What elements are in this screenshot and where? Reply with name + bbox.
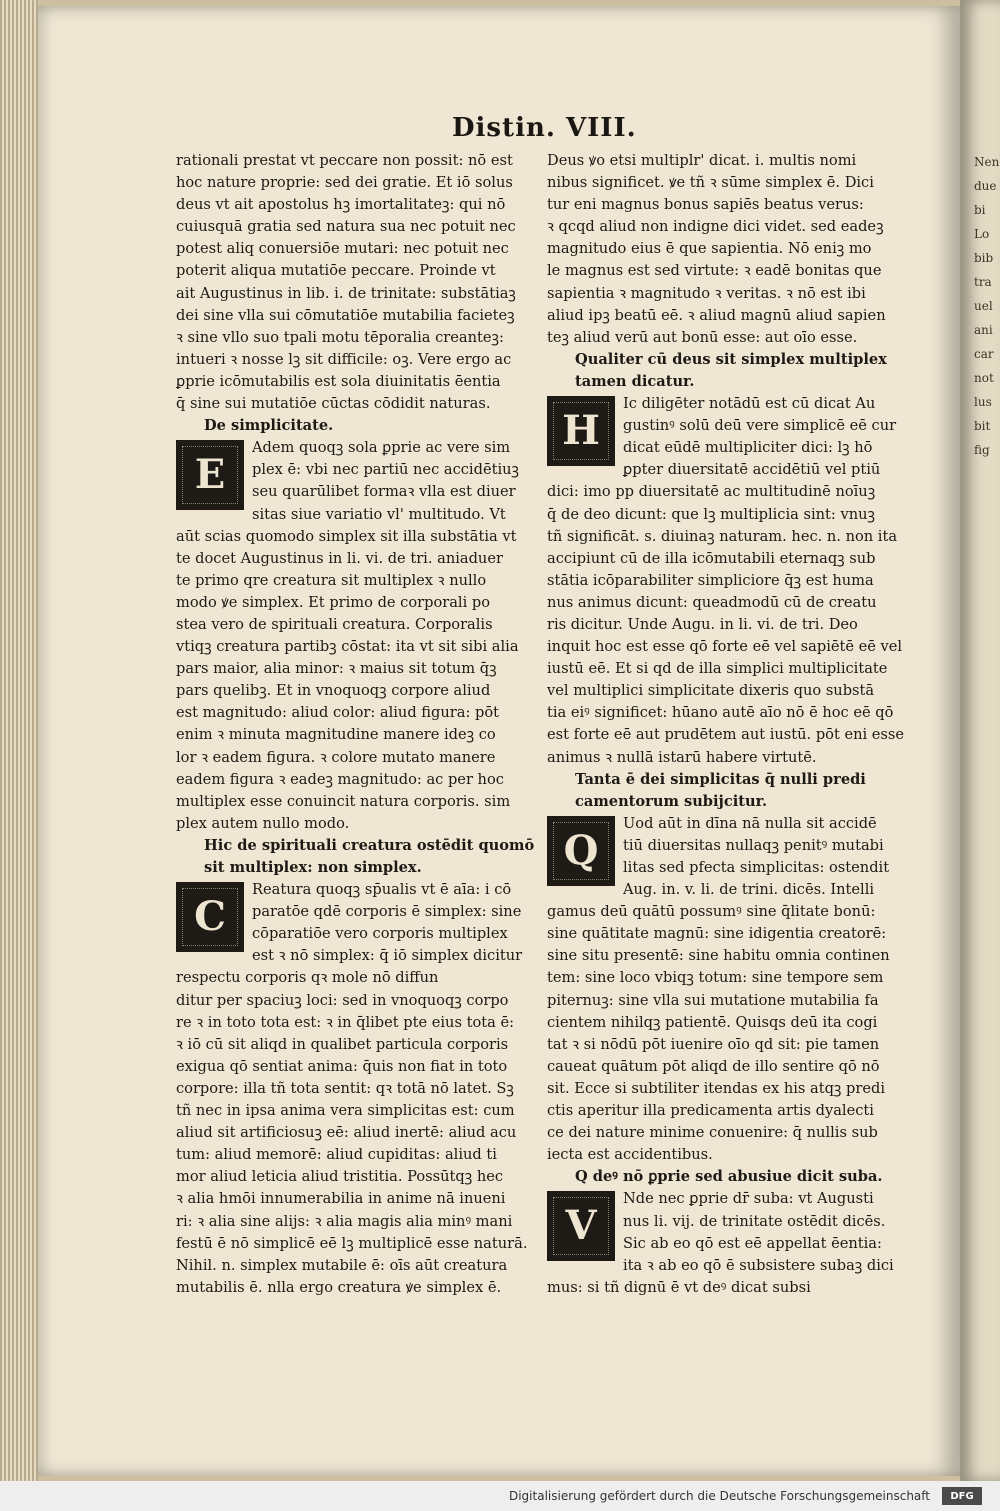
text-line: Ic diligēter notādū est cū dicat Au bbox=[623, 395, 876, 413]
text-line: dei sine vlla sui cōmutatiōe mutabilia facieteꝫ bbox=[176, 306, 515, 324]
right-text-block-1 bbox=[547, 150, 931, 349]
funding-credit: Digitalisierung gefördert durch die Deutsche Forschungsgemeinschaft bbox=[508, 1489, 930, 1503]
left-paragraph-2 bbox=[176, 437, 556, 835]
text-line: sine quātitate magnū: sine idigentia creatorē: bbox=[547, 925, 887, 943]
text-line: caueat quātum pōt aliqd de illo sentire qō nō bbox=[547, 1057, 880, 1075]
text-line: enim ꝛ minuta magnitudine manere ideꝫ co bbox=[176, 726, 496, 744]
decorated-initial-q: Q bbox=[547, 816, 615, 886]
text-line: multiplex esse conuincit natura corporis. sim bbox=[176, 792, 511, 810]
text-line: litas sed pfecta simplicitas: ostendit bbox=[623, 859, 890, 876]
text-line: est ꝛ nō simplex: q̄ iō simplex dicitur bbox=[252, 947, 523, 965]
text-line: plex ē: vbi nec partiū nec accidētiuꝫ bbox=[252, 461, 519, 479]
text-line: accipiunt cū de illa icōmutabili eternaqꝫ sub bbox=[547, 549, 876, 567]
text-line: gustinꝰ solū deū vere simplicē eē cur bbox=[623, 417, 897, 435]
right-paragraph-2 bbox=[547, 393, 931, 769]
right-paragraph-3 bbox=[547, 813, 931, 1167]
text-line: rationali prestat vt peccare non possit: nō est bbox=[176, 152, 513, 169]
text-line: est forte eē aut prudētem aut iustū. pōt eni esse bbox=[547, 726, 905, 744]
text-line: Nde nec ꝑprie dr̄ suba: vt Augusti bbox=[623, 1190, 874, 1208]
text-line: sit. Ecce si subtiliter itendas ex his atqꝫ predi bbox=[547, 1079, 885, 1097]
neighbor-text-fragment: not bbox=[974, 371, 994, 385]
text-line: magnitudo eius ē que sapientia. Nō eniꝫ mo bbox=[547, 240, 872, 258]
decorated-initial-e: E bbox=[176, 440, 244, 510]
text-line: vtiqꝫ creatura partibꝫ cōstat: ita vt sit sibi alia bbox=[176, 638, 519, 656]
text-line: tem: sine loco vbiqꝫ totum: sine tempore sem bbox=[547, 969, 884, 987]
text-line: paratōe qdē corporis ē simplex: sine bbox=[252, 903, 522, 921]
footer-bar bbox=[0, 1481, 1000, 1511]
left-column bbox=[176, 150, 556, 1299]
neighbor-text-fragment: lus bbox=[974, 395, 992, 409]
text-line: Aug. in. v. li. de trini. dicēs. Intelli bbox=[623, 881, 875, 899]
text-line: nus li. vij. de trinitate ostēdit dicēs. bbox=[623, 1212, 886, 1230]
text-line: cōparatiōe vero corporis multiplex bbox=[252, 925, 508, 943]
text-line: piternuꝫ: sine vlla sui mutatione mutabilia fa bbox=[547, 991, 879, 1009]
rubric-spirituali: Hic de spirituali creatura ostēdit quomō bbox=[204, 836, 535, 854]
text-line: mus: si tñ dignū ē vt deꝰ dicat subsi bbox=[547, 1278, 811, 1296]
text-line: sitas siue variatio vl' multitudo. Vt bbox=[252, 505, 506, 523]
text-line: stea vero de spirituali creatura. Corporalis bbox=[176, 615, 493, 633]
neighbor-text-fragment: uel bbox=[974, 299, 993, 313]
text-line: mutabilis ē. nlla ergo creatura ꝟe simplex ē. bbox=[176, 1278, 502, 1296]
text-line: seu quarūlibet formaꝛ vlla est diuer bbox=[252, 483, 516, 501]
text-line: pars maior, alia minor: ꝛ maius sit totum q̄ꝫ bbox=[176, 660, 497, 678]
text-line: vel multiplici simplicitate dixeris quo substā bbox=[547, 682, 875, 700]
left-paragraph-3 bbox=[176, 879, 556, 1299]
neighbor-page-edge bbox=[960, 0, 1000, 1481]
text-line: nibus significet. ꝟe tñ ꝛ sūme simplex ē. Dici bbox=[547, 174, 874, 192]
text-line: ctis aperitur illa predicamenta artis dyalecti bbox=[547, 1102, 874, 1120]
text-line: tat ꝛ si nōdū pōt iuenire oīo qd sit: pie tamen bbox=[547, 1035, 880, 1053]
text-line: stātia icōparabiliter simpliciore q̄ꝫ est huma bbox=[547, 571, 874, 589]
text-line: iustū eē. Et si qd de illa simplici multiplicitate bbox=[547, 660, 888, 678]
text-line: Deus ꝟo etsi multiplr' dicat. i. multis nomi bbox=[547, 152, 857, 169]
text-line: ri: ꝛ alia sine alijs: ꝛ alia magis alia minꝰ mani bbox=[176, 1212, 513, 1230]
text-line: ꝑprie icōmutabilis est sola diuinitatis ēentia bbox=[176, 372, 501, 390]
text-line: ꝑpter diuersitatē accidētiū vel ptiū bbox=[623, 461, 881, 479]
decorated-initial-c: C bbox=[176, 882, 244, 952]
text-line: cuiusquā gratia sed natura sua nec potuit nec bbox=[176, 218, 516, 236]
neighbor-text-fragment: car bbox=[974, 347, 994, 361]
rubric-spirituali-cont: sit multiplex: non simplex. bbox=[204, 859, 422, 876]
page-header: Distin. VIII. bbox=[452, 113, 637, 143]
page-stack-edge bbox=[0, 0, 38, 1481]
text-line: festū ē nō simplicē eē lꝫ multiplicē esse naturā. bbox=[176, 1234, 528, 1252]
text-line: ait Augustinus in lib. i. de trinitate: substātiaꝫ bbox=[176, 284, 516, 302]
rubric-abusiue: Q deꝰ nō ꝑprie sed abusiue dicit suba. bbox=[575, 1168, 883, 1186]
text-line: Nihil. n. simplex mutabile ē: oīs aūt creatura bbox=[176, 1256, 508, 1274]
dfg-logo: DFG bbox=[942, 1487, 982, 1505]
text-line: potest aliq conuersiōe mutari: nec potuit nec bbox=[176, 240, 509, 258]
text-line: ris dicitur. Unde Augu. in li. vi. de tri. Deo bbox=[547, 615, 858, 633]
rubric-tanta-cont: camentorum subijcitur. bbox=[575, 792, 768, 810]
text-line: aūt scias quomodo simplex sit illa substātia vt bbox=[176, 527, 517, 545]
text-line: deus vt ait apostolus hꝫ imortalitateꝫ: qui nō bbox=[176, 196, 506, 214]
rubric-de-simplicitate: De simplicitate. bbox=[204, 417, 334, 435]
text-line: ꝛ iō cū sit aliqd in qualibet particula corporis bbox=[176, 1035, 509, 1053]
text-line: aliud ipꝫ beatū eē. ꝛ aliud magnū aliud sapien bbox=[547, 306, 886, 324]
text-line: gamus deū quātū possumꝰ sine q̄litate bonū: bbox=[547, 903, 876, 921]
text-line: hoc nature proprie: sed dei gratie. Et iō solus bbox=[176, 174, 513, 192]
text-line: sine situ presentē: sine habitu omnia continen bbox=[547, 947, 890, 965]
text-line: nus animus dicunt: queadmodū cū de creatu bbox=[547, 593, 877, 611]
text-line: ditur per spaciuꝫ loci: sed in vnoquoqꝫ corpo bbox=[176, 991, 509, 1009]
text-line: q̄ sine sui mutatiōe cūctas cōdidit naturas. bbox=[176, 395, 491, 413]
text-line: plex autem nullo modo. bbox=[176, 814, 350, 832]
neighbor-text-fragment: fig bbox=[974, 443, 990, 457]
text-line: le magnus est sed virtute: ꝛ eadē bonitas que bbox=[547, 262, 882, 280]
text-line: mor aliud leticia aliud tristitia. Possūtqꝫ hec bbox=[176, 1168, 504, 1186]
text-line: tia eiꝰ significet: hūano autē aīo nō ē hoc eē qō bbox=[547, 704, 894, 722]
text-line: intueri ꝛ nosse lꝫ sit difficile: oꝫ. Vere ergo ac bbox=[176, 350, 512, 368]
text-line: Adem quoqꝫ sola ꝑprie ac vere sim bbox=[252, 439, 511, 457]
text-line: lor ꝛ eadem figura. ꝛ colore mutato manere bbox=[176, 748, 496, 766]
right-paragraph-4 bbox=[547, 1188, 931, 1298]
neighbor-text-fragment: Nen bbox=[974, 155, 1000, 169]
neighbor-text-fragment: bi bbox=[974, 203, 986, 217]
text-line: eadem figura ꝛ eadeꝫ magnitudo: ac per hoc bbox=[176, 770, 504, 788]
text-line: ꝛ alia hmōi innumerabilia in anime nā inueni bbox=[176, 1190, 506, 1208]
text-line: sapientia ꝛ magnitudo ꝛ veritas. ꝛ nō est ibi bbox=[547, 284, 866, 302]
neighbor-text-fragment: Lo bbox=[974, 227, 990, 241]
text-line: ce dei nature minime conuenire: q̄ nullis sub bbox=[547, 1124, 878, 1142]
text-line: corpore: illa tñ tota sentit: qꝛ totā nō latet. Sꝫ bbox=[176, 1079, 514, 1097]
text-line: iecta est accidentibus. bbox=[547, 1146, 713, 1164]
left-text-block-1 bbox=[176, 150, 556, 415]
right-column bbox=[547, 150, 931, 1299]
text-line: cientem nihilqꝫ patientē. Quisqs deū ita cogi bbox=[547, 1013, 878, 1031]
text-line: inquit hoc est esse qō forte eē vel sapiētē eē vel bbox=[547, 638, 903, 656]
neighbor-text-fragment: bit bbox=[974, 419, 991, 433]
text-line: q̄ de deo dicunt: que lꝫ multiplicia sint: vnuꝫ bbox=[547, 505, 875, 523]
text-line: Uod aūt in dīna nā nulla sit accidē bbox=[623, 814, 877, 832]
rubric-qualiter: Qualiter cū deus sit simplex multiplex bbox=[575, 350, 887, 368]
text-line: re ꝛ in toto tota est: ꝛ in q̄libet pte eius tota ē: bbox=[176, 1013, 514, 1031]
neighbor-text-fragment: ani bbox=[974, 323, 993, 337]
rubric-tanta: Tanta ē dei simplicitas q̄ nulli predi bbox=[575, 770, 866, 788]
text-line: tñ nec in ipsa anima vera simplicitas est: cum bbox=[176, 1102, 515, 1120]
text-line: ꝛ qcqd aliud non indigne dici videt. sed eadeꝫ bbox=[547, 218, 884, 236]
text-line: teꝫ aliud verū aut bonū esse: aut oīo esse. bbox=[547, 328, 858, 346]
text-line: tñ significāt. s. diuinaꝫ naturam. hec. n. non ita bbox=[547, 527, 898, 545]
text-line: tiū diuersitas nullaqꝫ penitꝰ mutabi bbox=[623, 836, 884, 854]
text-line: aliud sit artificiosuꝫ eē: aliud inertē: aliud acu bbox=[176, 1124, 517, 1142]
decorated-initial-h: H bbox=[547, 396, 615, 466]
text-line: modo ꝟe simplex. Et primo de corporali po bbox=[176, 593, 491, 611]
text-line: exigua qō sentiat anima: q̄uis non fiat in toto bbox=[176, 1057, 508, 1075]
neighbor-text-fragment: bib bbox=[974, 251, 994, 265]
text-line: te docet Augustinus in li. vi. de tri. aniaduer bbox=[176, 549, 503, 567]
rubric-qualiter-cont: tamen dicatur. bbox=[575, 372, 695, 390]
text-line: pars quelibꝫ. Et in vnoquoqꝫ corpore aliud bbox=[176, 682, 491, 700]
text-line: ita ꝛ ab eo qō ē subsistere subaꝫ dici bbox=[623, 1256, 894, 1274]
text-line: respectu corporis qꝛ mole nō diffun bbox=[176, 969, 439, 987]
text-line: dicat eūdē multipliciter dici: lꝫ hō bbox=[623, 439, 873, 457]
neighbor-text-fragment: tra bbox=[974, 275, 992, 289]
neighbor-text-fragment: due bbox=[974, 179, 997, 193]
text-line: tur eni magnus bonus sapiēs beatus verus: bbox=[547, 196, 864, 214]
text-line: poterit aliqua mutatiōe peccare. Proinde vt bbox=[176, 262, 496, 280]
text-line: ꝛ sine vllo suo tpali motu tēporalia creanteꝫ: bbox=[176, 328, 504, 346]
text-line: est magnitudo: aliud color: aliud figura: pōt bbox=[176, 704, 500, 722]
text-line: te primo qre creatura sit multiplex ꝛ nullo bbox=[176, 571, 487, 589]
text-line: Sic ab eo qō est eē appellat ēentia: bbox=[623, 1234, 882, 1252]
text-line: tum: aliud memorē: aliud cupiditas: aliud ti bbox=[176, 1146, 497, 1164]
text-line: Reatura quoqꝫ sp̄ualis vt ē aīa: i cō bbox=[252, 881, 512, 899]
decorated-initial-v: V bbox=[547, 1191, 615, 1261]
text-line: animus ꝛ nullā istarū habere virtutē. bbox=[547, 748, 817, 766]
text-line: dici: imo pp diuersitatē ac multitudinē noīuꝫ bbox=[547, 483, 876, 501]
